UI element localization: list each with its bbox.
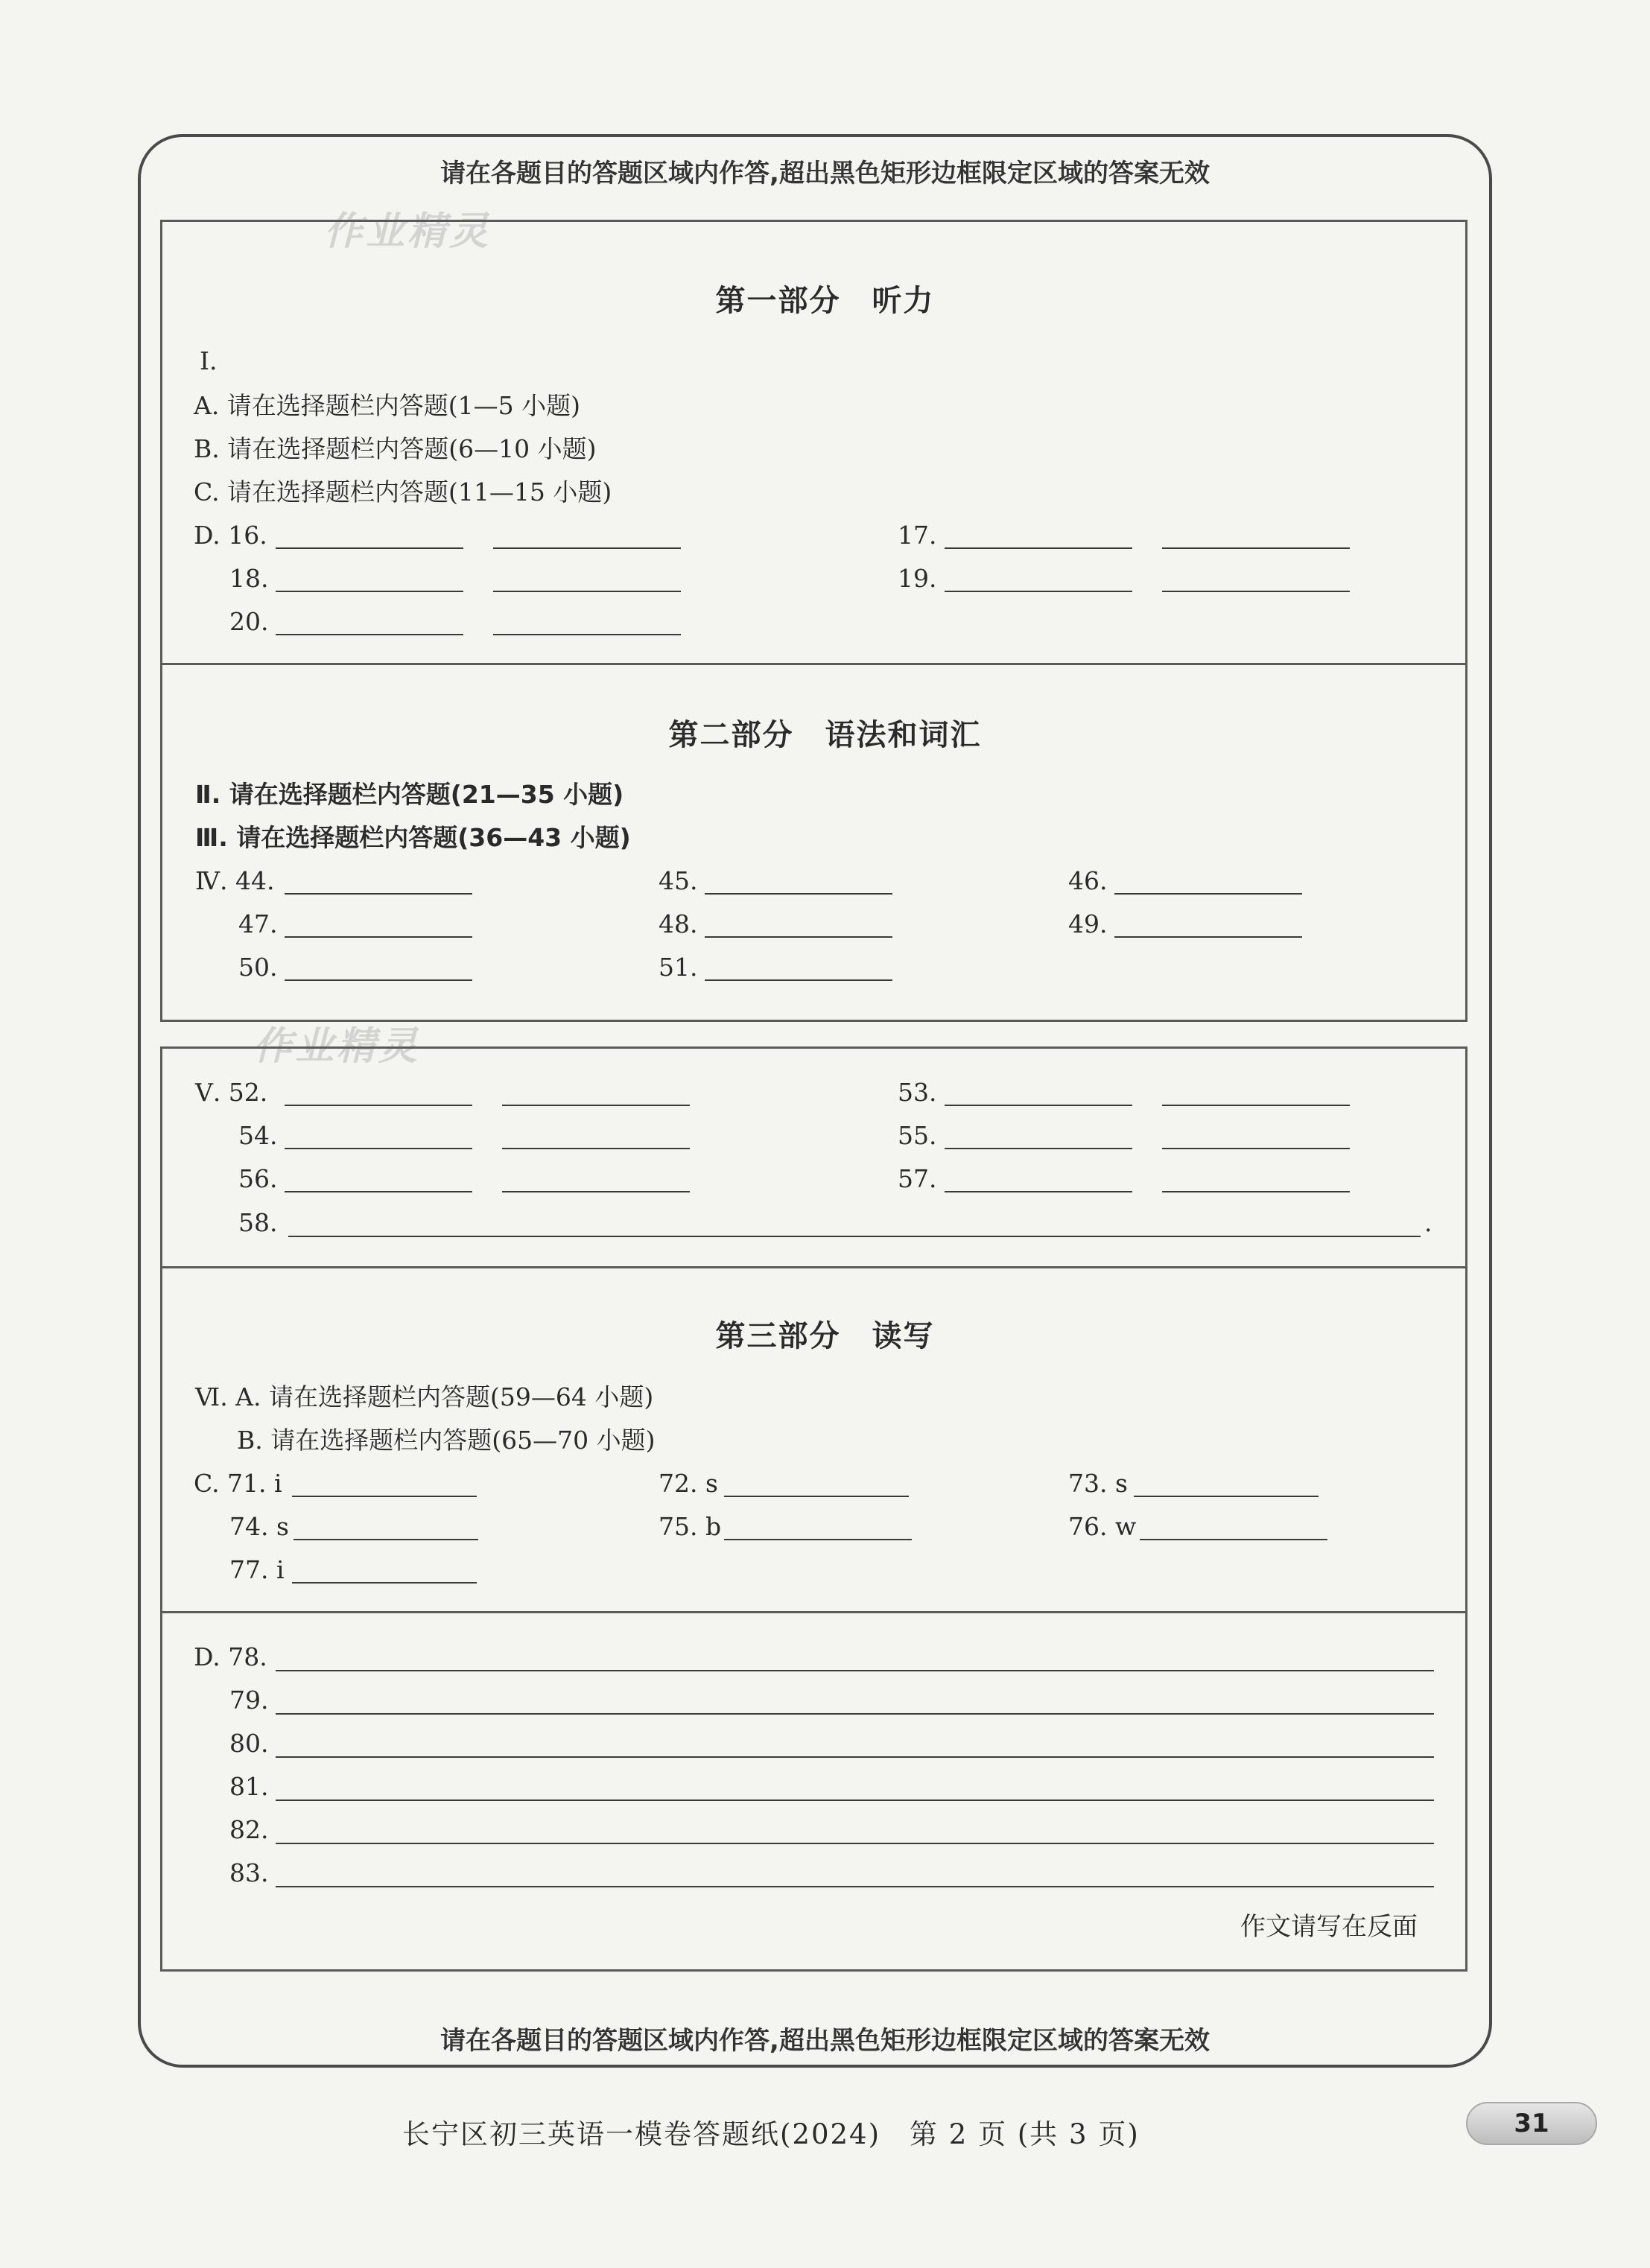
q82-answer-line[interactable]: [276, 1843, 1434, 1844]
q73-label: 73. s: [1068, 1469, 1128, 1498]
bottom-notice: 请在各题目的答题区域内作答,超出黑色矩形边框限定区域的答案无效: [440, 2026, 1210, 2056]
q52-answer-line-1[interactable]: [285, 1105, 472, 1106]
q56-answer-line-1[interactable]: [285, 1191, 472, 1192]
essay-note: 作文请写在反面: [1240, 1912, 1418, 1942]
q71-label: C. 71. i: [194, 1469, 282, 1498]
q53-answer-line-1[interactable]: [945, 1105, 1132, 1106]
q51-label: 51.: [659, 953, 698, 982]
q49-label: 49.: [1068, 909, 1108, 938]
q56-answer-line-2[interactable]: [502, 1191, 690, 1192]
q17-answer-line-2[interactable]: [1162, 547, 1350, 549]
q75-label: 75. b: [659, 1512, 722, 1541]
q45-answer-line[interactable]: [705, 893, 892, 895]
q77-answer-line[interactable]: [292, 1582, 477, 1584]
q77-label: 77. i: [229, 1555, 285, 1584]
q55-answer-line-2[interactable]: [1162, 1148, 1350, 1149]
section-box-2: [160, 1046, 1467, 1972]
q79-answer-line[interactable]: [276, 1713, 1434, 1715]
q81-answer-line[interactable]: [276, 1800, 1434, 1801]
watermark: 作业精灵: [324, 209, 492, 254]
q71-answer-line[interactable]: [292, 1496, 477, 1497]
page-number-badge: 31: [1466, 2102, 1597, 2145]
part2-ii: Ⅱ. 请在选择题栏内答题(21—35 小题): [195, 780, 624, 809]
q55-label: 55.: [898, 1121, 937, 1150]
part1-c: C. 请在选择题栏内答题(11—15 小题): [194, 477, 612, 506]
q47-label: 47.: [238, 909, 278, 938]
q53-answer-line-2[interactable]: [1162, 1105, 1350, 1106]
q51-answer-line[interactable]: [705, 979, 892, 981]
q54-answer-line-1[interactable]: [285, 1148, 472, 1149]
q45-label: 45.: [659, 866, 698, 895]
q18-answer-line-2[interactable]: [493, 591, 681, 592]
q83-answer-line[interactable]: [276, 1886, 1434, 1887]
q16-label: D. 16.: [194, 521, 267, 550]
q75-answer-line[interactable]: [724, 1539, 912, 1540]
q80-answer-line[interactable]: [276, 1756, 1434, 1758]
part1-b: B. 请在选择题栏内答题(6—10 小题): [194, 434, 597, 463]
q18-answer-line-1[interactable]: [276, 591, 463, 592]
part2-title: 第二部分 语法和词汇: [668, 718, 982, 752]
q76-label: 76. w: [1068, 1512, 1137, 1541]
q56-label: 56.: [238, 1164, 278, 1193]
q79-label: 79.: [229, 1686, 269, 1715]
section-box-1: [160, 220, 1467, 1022]
q53-label: 53.: [898, 1078, 937, 1107]
q17-answer-line-1[interactable]: [945, 547, 1132, 549]
q46-answer-line[interactable]: [1114, 893, 1302, 895]
q72-answer-line[interactable]: [724, 1496, 909, 1497]
part3-vi-b: B. 请在选择题栏内答题(65—70 小题): [237, 1426, 656, 1455]
watermark: 作业精灵: [253, 1024, 421, 1069]
q50-label: 50.: [238, 953, 278, 982]
q76-answer-line[interactable]: [1140, 1539, 1327, 1540]
q54-answer-line-2[interactable]: [502, 1148, 690, 1149]
q48-answer-line[interactable]: [705, 936, 892, 938]
q78-label: D. 78.: [194, 1642, 267, 1671]
q19-answer-line-2[interactable]: [1162, 591, 1350, 592]
q46-label: 46.: [1068, 866, 1108, 895]
q44-label: Ⅳ. 44.: [195, 866, 275, 895]
q17-label: 17.: [898, 521, 937, 550]
q50-answer-line[interactable]: [285, 979, 472, 981]
q73-answer-line[interactable]: [1134, 1496, 1319, 1497]
q54-label: 54.: [238, 1121, 278, 1150]
part3-vi-a: Ⅵ. A. 请在选择题栏内答题(59—64 小题): [195, 1382, 654, 1411]
q83-label: 83.: [229, 1858, 269, 1887]
q16-answer-line-1[interactable]: [276, 547, 463, 549]
q19-answer-line-1[interactable]: [945, 591, 1132, 592]
q52-answer-line-2[interactable]: [502, 1105, 690, 1106]
section-divider: [160, 1266, 1467, 1268]
q20-label: 20.: [229, 607, 269, 636]
q20-answer-line-2[interactable]: [493, 634, 681, 635]
part1-title: 第一部分 听力: [715, 284, 935, 318]
q58-period: .: [1424, 1208, 1432, 1237]
q57-label: 57.: [898, 1164, 937, 1193]
q57-answer-line-1[interactable]: [945, 1191, 1132, 1192]
q19-label: 19.: [898, 564, 937, 593]
top-notice: 请在各题目的答题区域内作答,超出黑色矩形边框限定区域的答案无效: [440, 159, 1210, 188]
q58-label: 58.: [238, 1208, 278, 1237]
section-divider: [160, 663, 1467, 665]
q49-answer-line[interactable]: [1114, 936, 1302, 938]
q16-answer-line-2[interactable]: [493, 547, 681, 549]
part1-a: A. 请在选择题栏内答题(1—5 小题): [194, 391, 581, 420]
part3-title: 第三部分 读写: [715, 1319, 935, 1353]
part2-iii: Ⅲ. 请在选择题栏内答题(36—43 小题): [195, 823, 631, 852]
q74-answer-line[interactable]: [293, 1539, 478, 1540]
q82-label: 82.: [229, 1815, 269, 1844]
q48-label: 48.: [659, 909, 698, 938]
q74-label: 74. s: [229, 1512, 289, 1541]
part1-roman: Ⅰ.: [200, 346, 218, 375]
q52-label: Ⅴ. 52.: [195, 1078, 268, 1107]
q18-label: 18.: [229, 564, 269, 593]
footer-title: 长宁区初三英语一模卷答题纸(2024) 第 2 页 (共 3 页): [402, 2118, 1140, 2150]
q44-answer-line[interactable]: [285, 893, 472, 895]
q80-label: 80.: [229, 1729, 269, 1758]
q78-answer-line[interactable]: [276, 1670, 1434, 1671]
q72-label: 72. s: [659, 1469, 718, 1498]
q20-answer-line-1[interactable]: [276, 634, 463, 635]
q55-answer-line-1[interactable]: [945, 1148, 1132, 1149]
q57-answer-line-2[interactable]: [1162, 1191, 1350, 1192]
q81-label: 81.: [229, 1772, 269, 1801]
q47-answer-line[interactable]: [285, 936, 472, 938]
section-divider: [160, 1611, 1467, 1613]
q58-answer-line[interactable]: [288, 1236, 1421, 1237]
